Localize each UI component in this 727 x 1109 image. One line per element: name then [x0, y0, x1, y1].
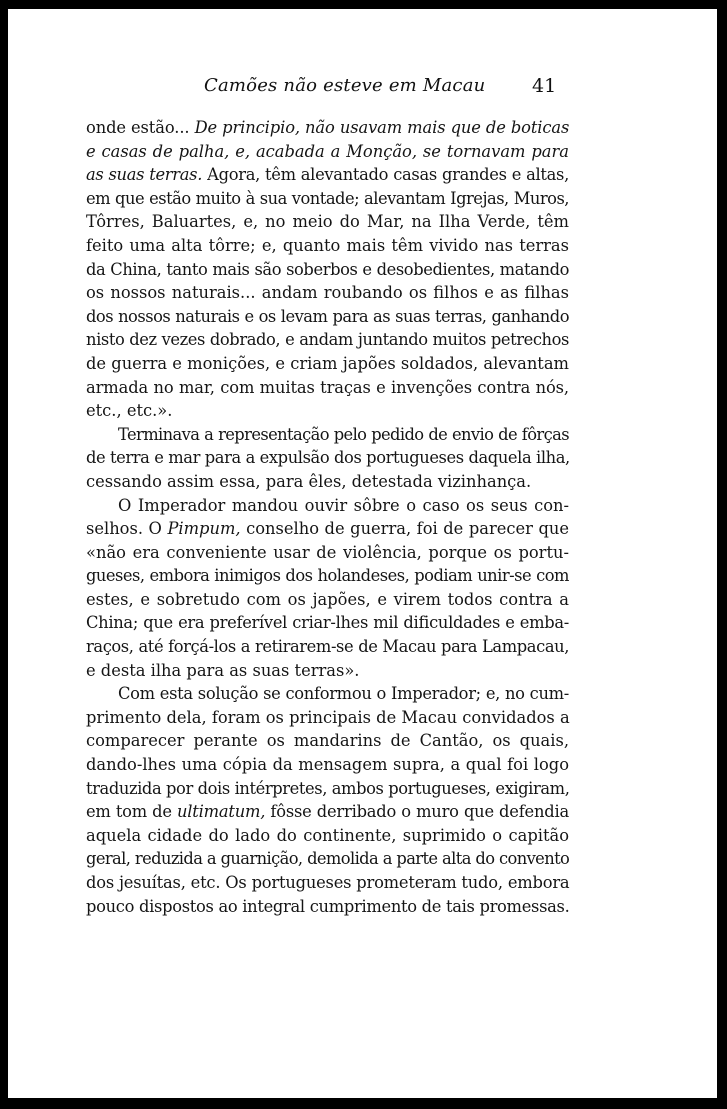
text-line: raços, até forçá-los a retirarem-se de Macau para Lampacau,: [86, 637, 569, 657]
text-line: Tôrres, Baluartes, e, no meio do Mar, na Ilha Verde, têm: [86, 212, 569, 232]
text-line: comparecer perante os mandarins de Cantão, os quais,: [86, 731, 569, 751]
text-line: feito uma alta tôrre; e, quanto mais têm vivido nas terras: [86, 235, 569, 255]
text-line: em que estão muito à sua vontade; alevantam Igrejas, Muros,: [86, 188, 569, 208]
text-line: da China, tanto mais são soberbos e desobedientes, matando: [86, 259, 569, 279]
text-line: estes, e sobretudo com os japões, e virem todos contra a: [86, 589, 569, 609]
text-line: armada no mar, com muitas traças e invenções contra nós,: [86, 377, 569, 397]
text-line: os nossos naturais... andam roubando os filhos e as filhas: [86, 283, 569, 303]
text-line: de terra e mar para a expulsão dos portugueses daquela ilha,: [86, 448, 570, 468]
text-line: dando-lhes uma cópia da mensagem supra, a qual foi logo: [86, 755, 569, 775]
text-line: gueses, embora inimigos dos holandeses, podiam unir-se com: [86, 566, 569, 586]
book-page: [8, 9, 717, 1098]
text-line: traduzida por dois intérpretes, ambos portugueses, exigiram,: [86, 778, 570, 798]
text-line: em tom de ultimatum, fôsse derribado o muro que defendia: [86, 802, 569, 822]
text-line: nisto dez vezes dobrado, e andam juntando muitos petrechos: [86, 330, 569, 350]
text-line: pouco dispostos ao integral cumprimento de tais promessas.: [86, 896, 570, 916]
page-number: 41: [532, 75, 557, 97]
text-line: as suas terras. Agora, têm alevantado casas grandes e altas,: [86, 165, 569, 185]
text-line: dos jesuítas, etc. Os portugueses prometeram tudo, embora: [86, 873, 570, 892]
text-line: geral, reduzida a guarnição, demolida a parte alta do convento: [86, 849, 570, 869]
text-line: aquela cidade do lado do continente, suprimido o capitão: [86, 825, 569, 845]
body-text: [86, 116, 569, 918]
text-line: Com esta solução se conformou o Imperador; e, no cum-: [118, 684, 569, 704]
text-line: etc., etc.».: [86, 401, 173, 421]
text-line: dos nossos naturais e os levam para as suas terras, ganhando: [86, 306, 569, 326]
text-line: Terminava a representação pelo pedido de envio de fôrças: [118, 424, 569, 444]
text-line: «não era conveniente usar de violência, porque os portu-: [86, 542, 569, 562]
text-line: cessando assim essa, para êles, detestada vizinhança.: [86, 471, 532, 491]
text-line: selhos. O Pimpum, conselho de guerra, foi de parecer que: [86, 519, 570, 539]
text-line: e desta ilha para as suas terras».: [86, 660, 360, 680]
text-line: onde estão... De principio, não usavam mais que de boticas: [86, 118, 570, 137]
page-header: [8, 73, 717, 103]
text-line: China; que era preferível criar-lhes mil dificuldades e emba-: [86, 613, 569, 633]
text-line: primento dela, foram os principais de Macau convidados a: [86, 707, 570, 727]
running-title: Camões não esteve em Macau: [204, 75, 486, 96]
text-line: O Imperador mandou ouvir sôbre o caso os seus con-: [118, 495, 569, 515]
text-line: e casas de palha, e, acabada a Monção, se tornavam para: [86, 141, 569, 161]
text-line: de guerra e monições, e criam japões soldados, alevantam: [86, 353, 569, 373]
